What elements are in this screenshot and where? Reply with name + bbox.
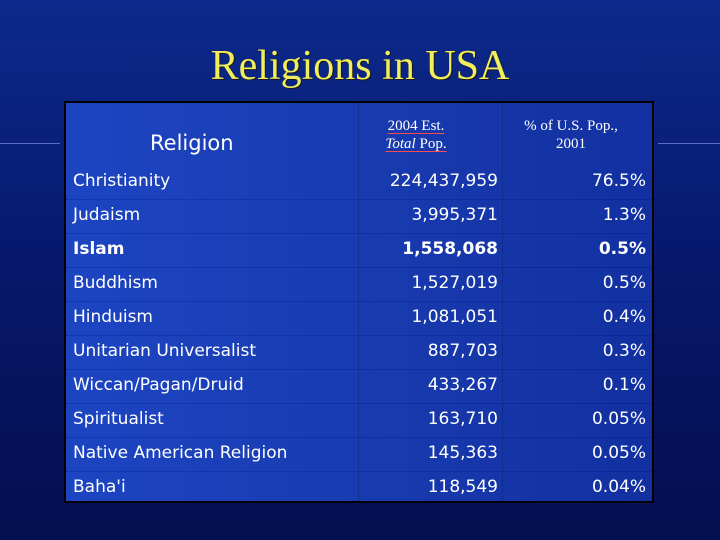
slide-title: Religions in USA — [210, 43, 510, 89]
religion-name: Judaism — [73, 205, 141, 225]
population-value: 433,267 — [427, 375, 498, 395]
header-population-line2 — [385, 136, 446, 152]
table-row — [66, 267, 652, 301]
header-population-total: Total — [385, 136, 416, 152]
percent-value: 76.5% — [591, 171, 646, 191]
religion-name: Baha'i — [73, 477, 126, 497]
percent-value: 0.05% — [591, 443, 646, 463]
table-header-row — [66, 103, 652, 165]
header-population — [366, 117, 466, 153]
population-value: 3,995,371 — [411, 205, 498, 225]
percent-value: 0.1% — [602, 375, 646, 395]
table-row — [66, 369, 652, 403]
percent-value: 1.3% — [602, 205, 646, 225]
table-row — [66, 437, 652, 471]
religion-name: Wiccan/Pagan/Druid — [73, 375, 244, 395]
population-value: 224,437,959 — [389, 171, 498, 191]
population-value: 1,081,051 — [411, 307, 498, 327]
population-value: 1,558,068 — [402, 239, 498, 259]
header-percent-line2: 2001 — [556, 136, 586, 152]
population-value: 118,549 — [427, 477, 498, 497]
header-percent-line1: % of U.S. Pop., — [524, 118, 618, 134]
percent-value: 0.5% — [602, 273, 646, 293]
table-row — [66, 165, 652, 199]
left-decorative-line — [0, 143, 60, 144]
table-row — [66, 199, 652, 233]
population-value: 1,527,019 — [411, 273, 498, 293]
table-row — [66, 403, 652, 437]
percent-value: 0.5% — [598, 239, 646, 259]
table-row — [66, 301, 652, 335]
header-percent — [496, 117, 646, 153]
religions-table — [64, 101, 654, 503]
percent-value: 0.3% — [602, 341, 646, 361]
header-population-pop: Pop. — [415, 136, 447, 152]
religion-name: Unitarian Universalist — [73, 341, 257, 361]
population-value: 145,363 — [427, 443, 498, 463]
right-decorative-line — [658, 143, 720, 144]
religion-name: Spiritualist — [73, 409, 164, 429]
table-row — [66, 471, 652, 505]
percent-value: 0.05% — [591, 409, 646, 429]
percent-value: 0.4% — [602, 307, 646, 327]
table-row — [66, 335, 652, 369]
religion-name: Hinduism — [73, 307, 153, 327]
header-religion: Religion — [150, 131, 234, 155]
population-value: 887,703 — [427, 341, 498, 361]
population-value: 163,710 — [427, 409, 498, 429]
religion-name: Christianity — [73, 171, 171, 191]
religion-name: Buddhism — [73, 273, 158, 293]
percent-value: 0.04% — [591, 477, 646, 497]
religion-name: Islam — [73, 239, 125, 259]
religion-name: Native American Religion — [73, 443, 288, 463]
table-row — [66, 233, 652, 267]
header-population-line1: 2004 Est. — [387, 118, 445, 134]
